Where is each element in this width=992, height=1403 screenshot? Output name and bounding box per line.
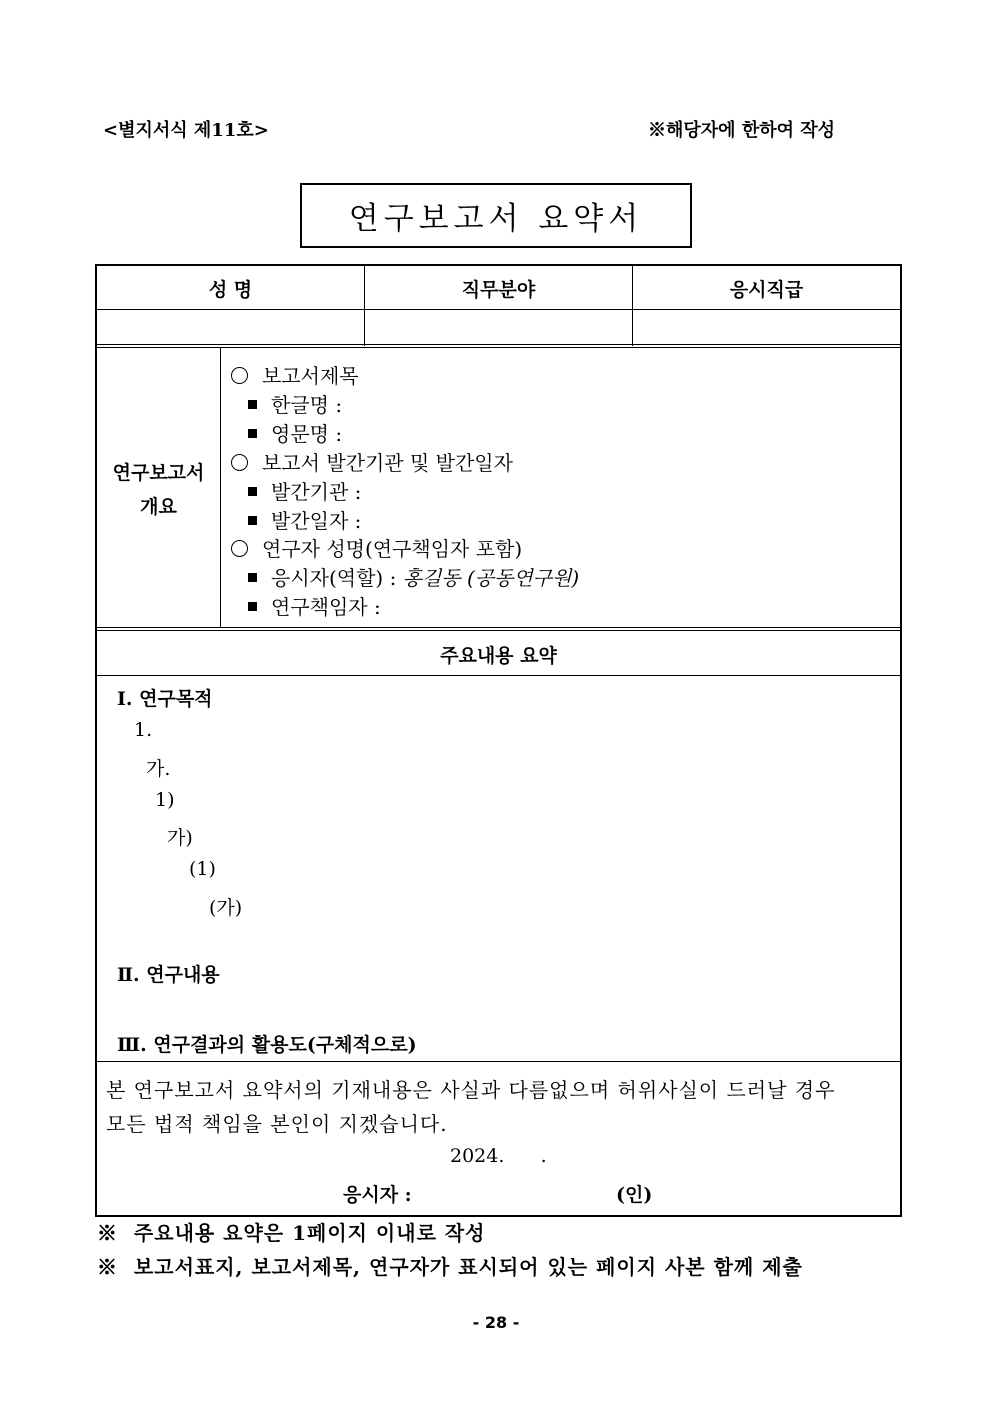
circle-bullet-icon xyxy=(231,540,248,557)
pledge-line-1: 본 연구보고서 요약서의 기재내용은 사실과 다름없으며 허위사실이 드러날 경우 xyxy=(106,1078,836,1102)
outline-level-3: 1) xyxy=(155,789,175,811)
outline-level-5: (1) xyxy=(189,858,216,880)
outline-level-1: 1. xyxy=(134,719,153,741)
overview-item: 연구자 성명(연구책임자 포함) xyxy=(231,533,522,562)
circle-bullet-icon xyxy=(231,367,248,384)
pledge-line-2: 모든 법적 책임을 본인이 지겠습니다. xyxy=(106,1112,448,1136)
grade-cell[interactable] xyxy=(633,310,900,344)
note-2: ※ 보고서표지, 보고서제목, 연구자가 표시되어 있는 페이지 사본 함께 제출 xyxy=(97,1255,803,1279)
note-1: ※ 주요내용 요약은 1페이지 이내로 작성 xyxy=(97,1221,486,1245)
outline-level-2: 가. xyxy=(146,758,171,780)
overview-label-line1: 연구보고서 xyxy=(112,462,205,484)
section-content: Ⅱ. 연구내용 xyxy=(117,964,220,986)
square-bullet-icon xyxy=(248,516,257,525)
outline-level-6: (가) xyxy=(209,897,243,919)
form-label: <별지서식 제11호> xyxy=(103,120,269,141)
page-number: - 28 - xyxy=(472,1313,520,1332)
name-cell[interactable] xyxy=(97,310,364,344)
document-title: 연구보고서 요약서 xyxy=(300,183,692,248)
applicant-label: 응시자 : xyxy=(343,1184,412,1206)
overview-item: 한글명 : xyxy=(248,389,342,418)
overview-item: 보고서 발간기관 및 발간일자 xyxy=(231,447,513,476)
square-bullet-icon xyxy=(248,602,257,611)
square-bullet-icon xyxy=(248,573,257,582)
overview-item: 발간일자 : xyxy=(248,505,361,534)
overview-item: 연구책임자 : xyxy=(248,591,381,620)
role-example: 홍길동 (공동연구원) xyxy=(402,566,580,590)
square-bullet-icon xyxy=(248,429,257,438)
applicant-signature-field[interactable] xyxy=(440,1178,600,1204)
section-purpose: Ⅰ. 연구목적 xyxy=(117,688,213,710)
seal-mark: (인) xyxy=(616,1184,653,1206)
pledge-date: 2024. . xyxy=(450,1145,547,1167)
outline-level-4: 가) xyxy=(167,827,193,849)
summary-heading: 주요내용 요약 xyxy=(440,645,557,667)
column-header-grade: 응시직급 xyxy=(729,279,804,301)
section-utilization: Ⅲ. 연구결과의 활용도(구체적으로) xyxy=(117,1034,417,1056)
square-bullet-icon xyxy=(248,487,257,496)
overview-item: 보고서제목 xyxy=(231,360,359,389)
condition-note: ※해당자에 한하여 작성 xyxy=(648,120,836,141)
square-bullet-icon xyxy=(248,400,257,409)
circle-bullet-icon xyxy=(231,454,248,471)
overview-item: 응시자(역할) : 홍길동 (공동연구원) xyxy=(248,562,579,591)
column-header-field: 직무분야 xyxy=(461,279,536,301)
overview-item: 발간기관 : xyxy=(248,476,361,505)
overview-item: 영문명 : xyxy=(248,418,342,447)
column-header-name: 성 명 xyxy=(208,279,253,301)
field-cell[interactable] xyxy=(365,310,632,344)
overview-label-line2: 개요 xyxy=(140,496,177,518)
